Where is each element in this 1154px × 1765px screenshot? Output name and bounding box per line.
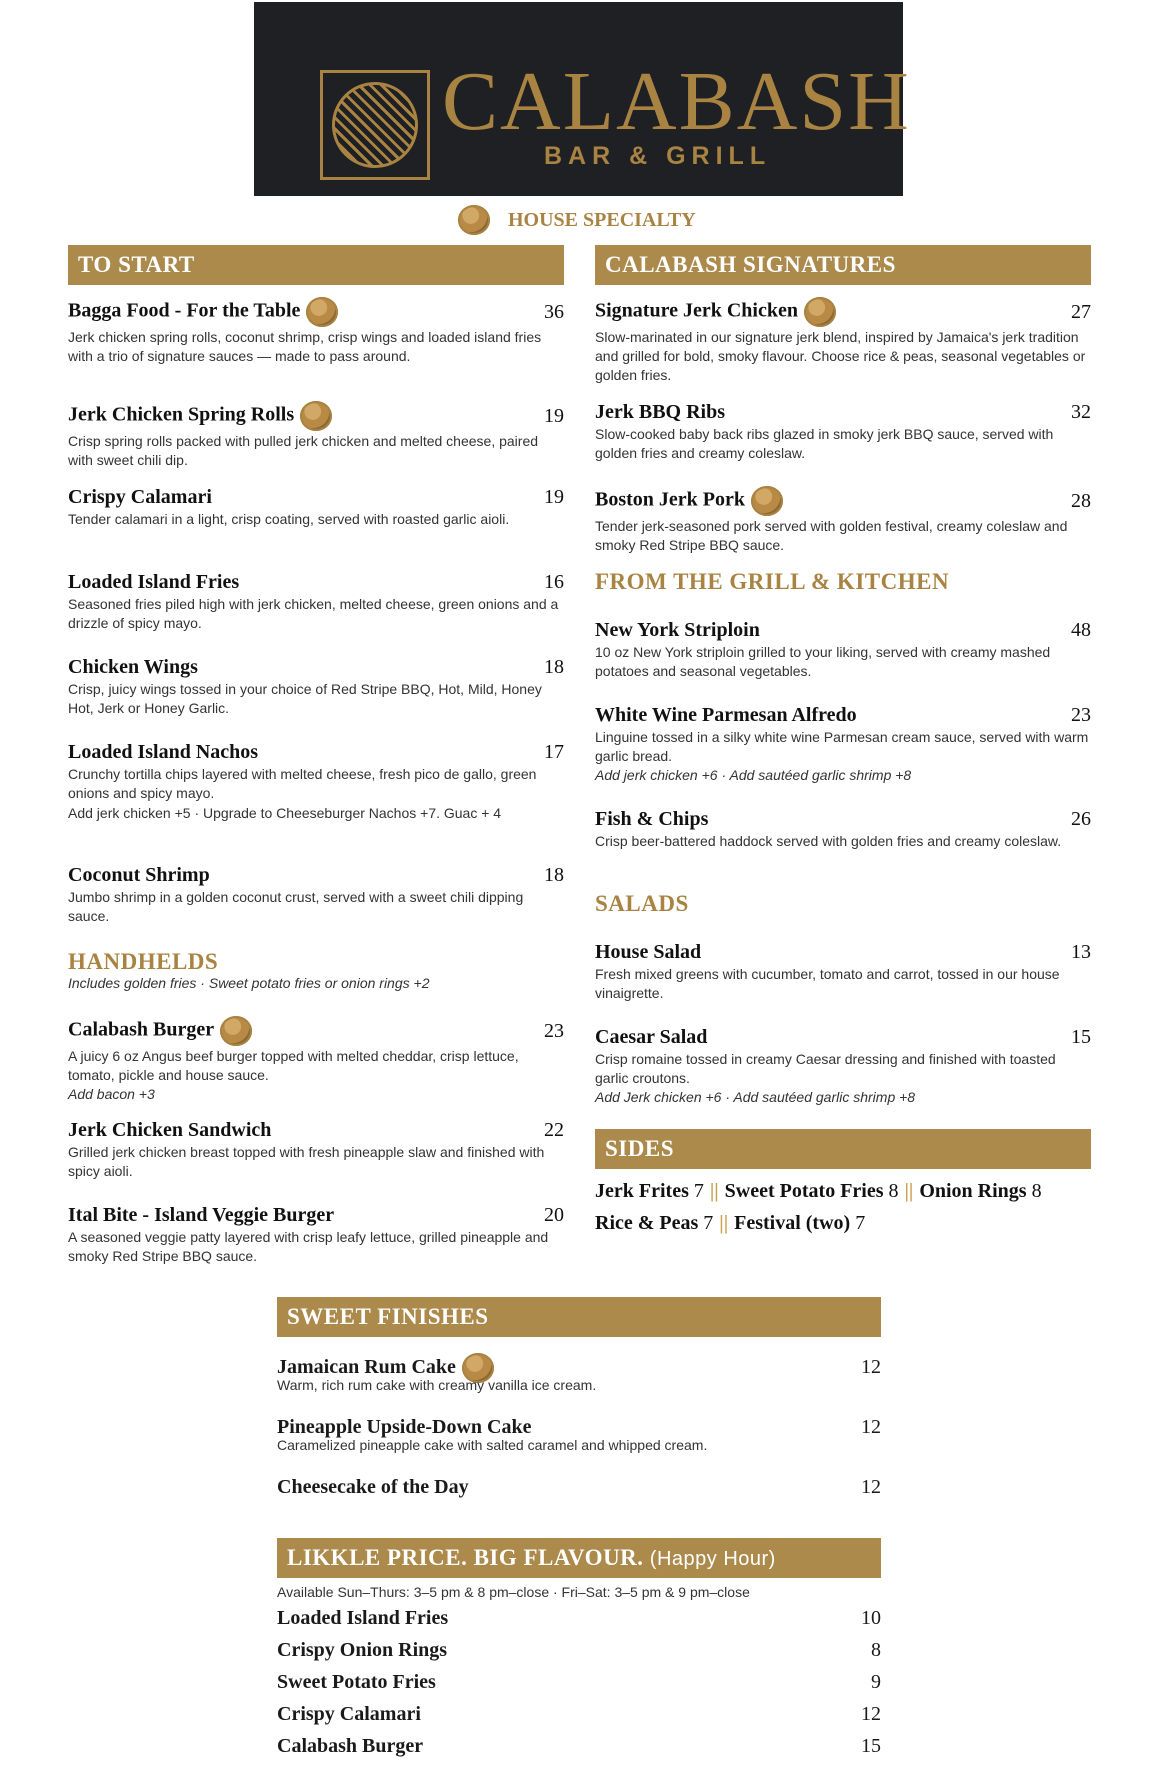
item-price: 9: [871, 1671, 881, 1693]
item-name: Crispy Onion Rings: [277, 1639, 448, 1661]
menu-item: [68, 1204, 564, 1266]
item-description: Warm, rich rum cake with creamy vanilla ice cream.: [277, 1377, 597, 1393]
menu-item: [277, 1471, 881, 1503]
item-price: 10: [861, 1607, 881, 1629]
menu-item: [277, 1351, 881, 1393]
item-description: Slow-marinated in our signature jerk blend, inspired by Jamaica's jerk tradition and grilled for bold, smoky flavour. Choose rice & peas, seasonal vegetables or golden fries.: [595, 329, 1086, 383]
item-name: Bagga Food - For the Table: [68, 299, 301, 322]
section-sweet-finishes: [277, 1297, 881, 1503]
calabash-icon: [300, 401, 332, 431]
divider: ||: [709, 1180, 719, 1202]
happy-hour-item: [277, 1666, 881, 1698]
item-description: Seasoned fries piled high with jerk chicken, melted cheese, green onions and a drizzle of spicy mayo.: [68, 596, 559, 631]
item-price: 23: [544, 1019, 564, 1042]
side-price: 8: [1031, 1180, 1042, 1202]
side-name: Onion Rings: [919, 1180, 1027, 1202]
side-name: Festival (two): [734, 1212, 851, 1234]
item-price: 15: [861, 1735, 881, 1757]
calabash-icon: [220, 1016, 252, 1046]
section-sides: [595, 1129, 1091, 1239]
item-name: Jerk BBQ Ribs: [595, 401, 726, 423]
calabash-icon: [306, 297, 338, 327]
item-description: Tender jerk-seasoned pork served with golden festival, creamy coleslaw and smoky Red Stripe BBQ sauce.: [595, 518, 1068, 553]
item-name: Sweet Potato Fries: [277, 1671, 436, 1693]
item-description: Jerk chicken spring rolls, coconut shrimp, crisp wings and loaded island fries with a trio of signature sauces — made to pass around.: [68, 329, 542, 364]
item-name: Signature Jerk Chicken: [595, 299, 798, 322]
item-description: Tender calamari in a light, crisp coating, served with roasted garlic aioli.: [68, 511, 510, 527]
item-price: 16: [544, 571, 564, 593]
item-price: 12: [861, 1416, 881, 1438]
section-banner-sweet: SWEET FINISHES: [277, 1297, 881, 1337]
happy-hour-list: [277, 1602, 881, 1762]
item-name: White Wine Parmesan Alfredo: [595, 704, 857, 726]
menu-item: [595, 1026, 1091, 1107]
item-name: Calabash Burger: [68, 1018, 215, 1041]
item-name: Cheesecake of the Day: [277, 1476, 469, 1498]
item-description: Crisp romaine tossed in creamy Caesar dressing and finished with toasted garlic croutons.: [595, 1051, 1056, 1086]
section-happy-hour: [277, 1538, 881, 1762]
item-name: Crispy Calamari: [277, 1703, 421, 1725]
item-description: Crunchy tortilla chips layered with melted cheese, fresh pico de gallo, green onions and spicy mayo.: [68, 766, 537, 801]
item-price: 36: [544, 300, 564, 323]
menu-item: [68, 741, 564, 823]
item-price: 12: [861, 1703, 881, 1725]
item-price: 12: [861, 1356, 881, 1378]
side-price: 8: [888, 1180, 899, 1202]
menu-item: [68, 1016, 564, 1104]
divider: ||: [904, 1180, 914, 1202]
item-description: 10 oz New York striploin grilled to your liking, served with creamy mashed potatoes and seasonal vegetables.: [595, 644, 1051, 679]
section-banner-to-start: TO START: [68, 245, 564, 285]
item-name: Loaded Island Nachos: [68, 741, 259, 763]
item-price: 27: [1071, 300, 1091, 323]
happy-hour-item: [277, 1602, 881, 1634]
item-name: Pineapple Upside-Down Cake: [277, 1416, 532, 1438]
item-price: 15: [1071, 1026, 1091, 1048]
item-price: 22: [544, 1119, 564, 1141]
calabash-icon: [751, 486, 783, 516]
section-title-salads: SALADS: [595, 891, 689, 916]
item-price: 48: [1071, 619, 1091, 641]
section-title-grill: FROM THE GRILL & KITCHEN: [595, 569, 950, 594]
section-banner-signatures: CALABASH SIGNATURES: [595, 245, 1091, 285]
sides-line: [595, 1175, 1091, 1207]
item-addons: Add jerk chicken +6 · Add sautéed garlic shrimp +8: [595, 767, 912, 783]
brand-subtitle: BAR & GRILL: [544, 142, 772, 170]
right-column: [595, 245, 1091, 1245]
happy-hour-item: [277, 1730, 881, 1762]
happy-hour-title: LIKKLE PRICE. BIG FLAVOUR.: [287, 1545, 644, 1570]
item-description: Crisp beer-battered haddock served with golden fries and creamy coleslaw.: [595, 833, 1062, 849]
side-name: Jerk Frites: [595, 1180, 689, 1202]
happy-hour-subtitle: (Happy Hour): [649, 1548, 776, 1570]
menu-item: [68, 864, 564, 926]
item-description: Linguine tossed in a silky white wine Parmesan cream sauce, served with warm garlic bread.: [595, 729, 1089, 764]
item-price: 23: [1071, 704, 1091, 726]
item-price: 19: [544, 486, 564, 508]
item-price: 19: [544, 404, 564, 427]
item-price: 32: [1071, 401, 1091, 423]
item-addons: Add Jerk chicken +6 · Add sautéed garlic shrimp +8: [595, 1089, 916, 1105]
left-column: [68, 245, 564, 1275]
legend-label: HOUSE SPECIALTY: [508, 208, 696, 231]
section-salads: [595, 891, 1091, 917]
menu-item: [595, 297, 1091, 385]
side-name: Sweet Potato Fries: [724, 1180, 884, 1202]
sides-list: [595, 1175, 1091, 1239]
item-price: 12: [861, 1476, 881, 1498]
item-description: Caramelized pineapple cake with salted caramel and whipped cream.: [277, 1437, 708, 1453]
house-specialty-legend: [458, 204, 696, 236]
item-price: 17: [544, 741, 564, 763]
section-banner-happy-hour: [277, 1538, 881, 1578]
menu-item: [595, 808, 1091, 851]
item-price: 28: [1071, 489, 1091, 512]
section-banner-sides: SIDES: [595, 1129, 1091, 1169]
item-description: A juicy 6 oz Angus beef burger topped with melted cheddar, crisp lettuce, tomato, pickle and house sauce.: [68, 1048, 519, 1083]
item-name: Jerk Chicken Sandwich: [68, 1119, 272, 1141]
item-description: Grilled jerk chicken breast topped with fresh pineapple slaw and finished with spicy aioli.: [68, 1144, 545, 1179]
item-description: A seasoned veggie patty layered with crisp leafy lettuce, grilled pineapple and smoky Red Stripe BBQ sauce.: [68, 1229, 549, 1264]
item-name: Jerk Chicken Spring Rolls: [68, 403, 295, 426]
item-price: 18: [544, 864, 564, 886]
section-note: Includes golden fries · Sweet potato fries or onion rings +2: [68, 975, 430, 991]
item-addons: Add jerk chicken +5 · Upgrade to Cheeseburger Nachos +7. Guac + 4: [68, 805, 502, 821]
calabash-logo-icon: [320, 70, 430, 180]
item-name: Loaded Island Fries: [277, 1607, 449, 1629]
item-name: Crispy Calamari: [68, 486, 212, 508]
item-name: Coconut Shrimp: [68, 864, 210, 886]
brand-header: [254, 2, 911, 196]
item-name: Jamaican Rum Cake: [277, 1356, 456, 1378]
side-price: 7: [703, 1212, 714, 1234]
menu-item: [595, 704, 1091, 785]
item-name: Boston Jerk Pork: [595, 488, 745, 511]
item-name: Calabash Burger: [277, 1735, 424, 1757]
item-price: 8: [871, 1639, 881, 1661]
calabash-icon: [458, 205, 490, 235]
item-description: Fresh mixed greens with cucumber, tomato and carrot, tossed in our house vinaigrette.: [595, 966, 1060, 1001]
menu-item: [68, 571, 564, 633]
menu-item: [68, 656, 564, 718]
side-price: 7: [855, 1212, 866, 1234]
menu-item: [595, 941, 1091, 1003]
item-description: Jumbo shrimp in a golden coconut crust, served with a sweet chili dipping sauce.: [68, 889, 524, 924]
item-name: New York Striploin: [595, 619, 760, 641]
item-description: Crisp spring rolls packed with pulled jerk chicken and melted cheese, paired with sweet chili dip.: [68, 433, 539, 468]
divider: ||: [719, 1212, 729, 1234]
side-price: 7: [693, 1180, 704, 1202]
item-price: 20: [544, 1204, 564, 1226]
item-price: 13: [1071, 941, 1091, 963]
section-title-handhelds: HANDHELDS: [68, 949, 219, 974]
item-description: Crisp, juicy wings tossed in your choice of Red Stripe BBQ, Hot, Mild, Honey Hot, Jerk or Honey Garlic.: [68, 681, 542, 716]
menu-item: [595, 401, 1091, 463]
menu-item: [68, 486, 564, 529]
happy-hour-item: [277, 1634, 881, 1666]
item-name: Caesar Salad: [595, 1026, 708, 1048]
happy-hour-item: [277, 1698, 881, 1730]
item-description: Slow-cooked baby back ribs glazed in smoky jerk BBQ sauce, served with golden fries and creamy coleslaw.: [595, 426, 1054, 461]
menu-item: [277, 1411, 881, 1453]
menu-item: [68, 1119, 564, 1181]
item-price: 26: [1071, 808, 1091, 830]
item-addons: Add bacon +3: [68, 1086, 155, 1102]
item-name: Fish & Chips: [595, 808, 709, 830]
menu-item: [68, 297, 564, 366]
brand-name: CALABASH: [442, 55, 911, 148]
item-name: Ital Bite - Island Veggie Burger: [68, 1204, 335, 1226]
menu-item: [595, 619, 1091, 681]
sides-line: [595, 1207, 1091, 1239]
item-name: Chicken Wings: [68, 656, 198, 678]
menu-item: [595, 486, 1091, 555]
menu-item: [68, 401, 564, 470]
happy-hour-note: Available Sun–Thurs: 3–5 pm & 8 pm–close · Fri–Sat: 3–5 pm & 9 pm–close: [277, 1584, 750, 1600]
side-name: Rice & Peas: [595, 1212, 699, 1234]
item-name: Loaded Island Fries: [68, 571, 240, 593]
calabash-icon: [804, 297, 836, 327]
item-price: 18: [544, 656, 564, 678]
section-handhelds: [68, 949, 564, 991]
section-grill: [595, 569, 1091, 595]
item-name: House Salad: [595, 941, 702, 963]
